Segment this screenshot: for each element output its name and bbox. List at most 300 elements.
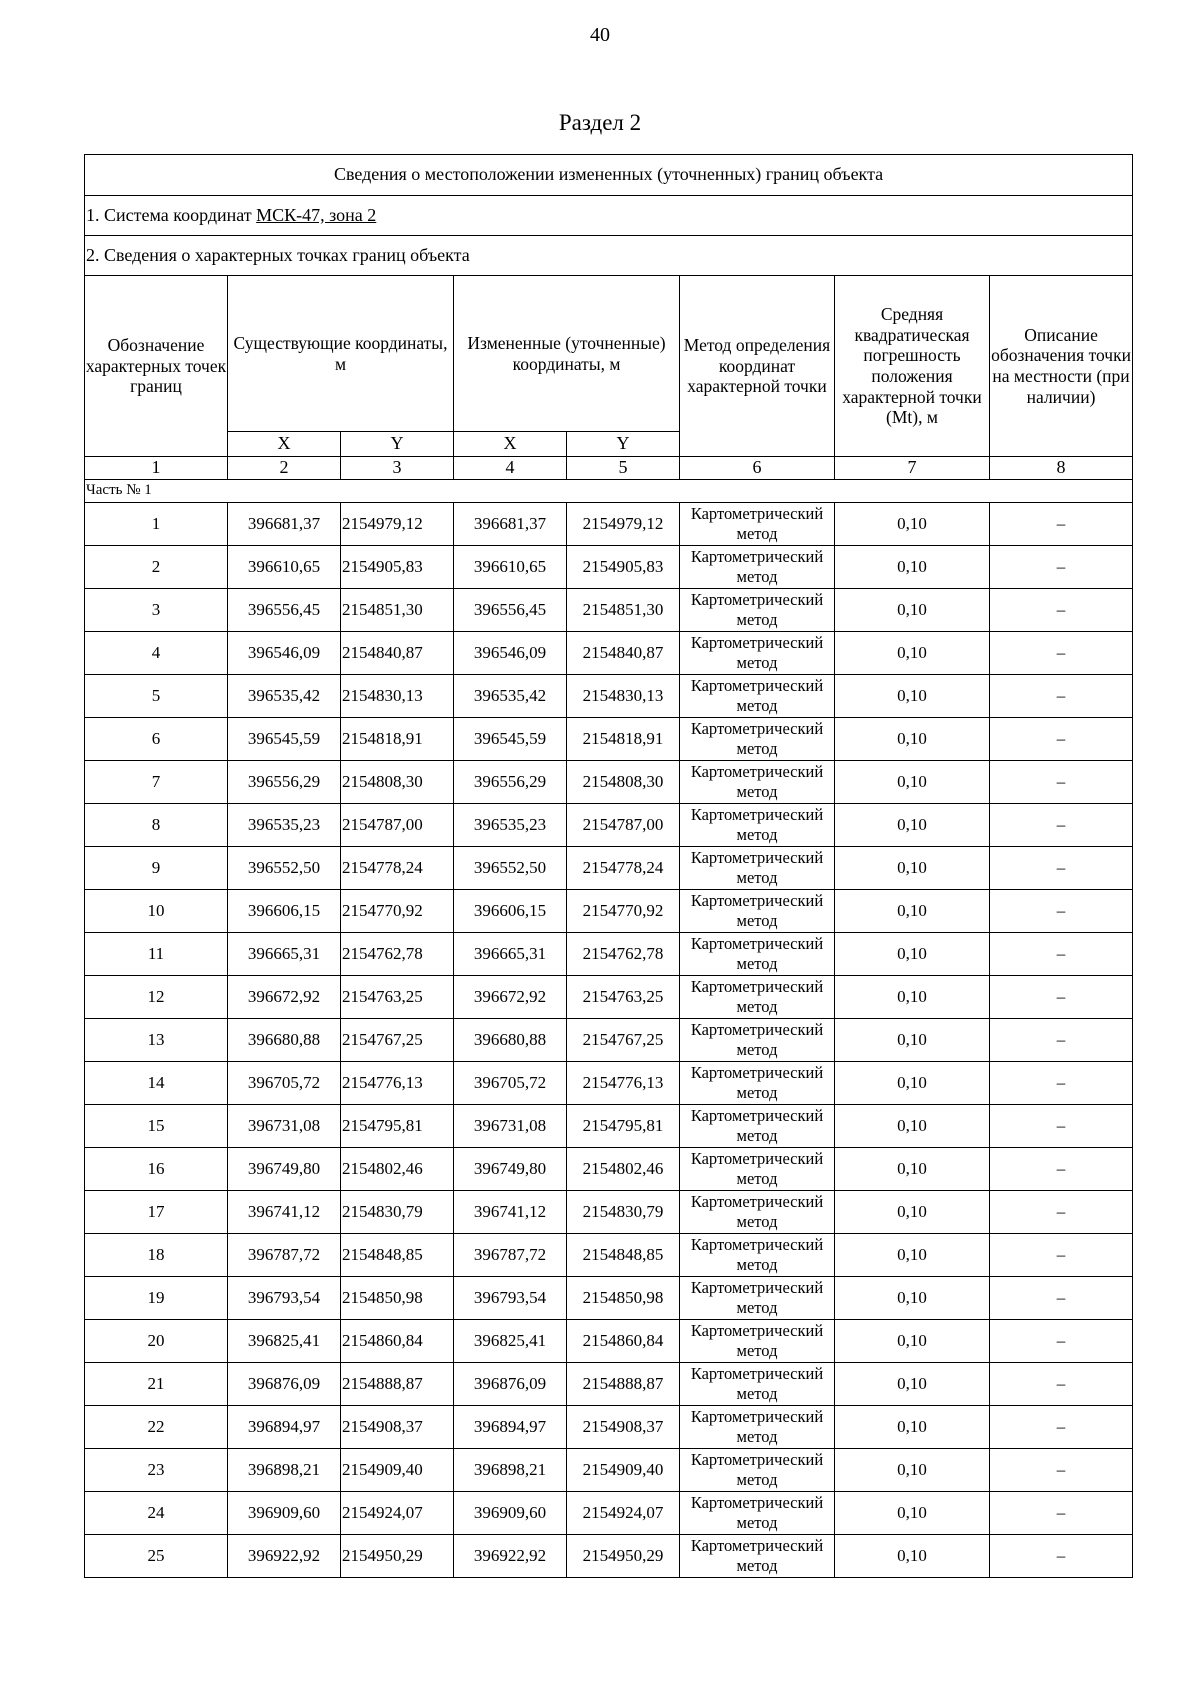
- method-line-1: Картометрический: [690, 633, 824, 653]
- method-cell: [680, 1191, 835, 1234]
- error-cell: 0,10: [835, 1535, 990, 1578]
- method-line-1: Картометрический: [690, 1450, 824, 1470]
- header-point: Обозначение характерных точек границ: [85, 276, 228, 457]
- method-line-2: метод: [736, 997, 778, 1016]
- error-cell: 0,10: [835, 1406, 990, 1449]
- header-changed: Измененные (уточненные) координаты, м: [454, 276, 680, 432]
- existing-x-cell: 396535,42: [228, 675, 341, 718]
- header-description: Описание обозначения точки на местности (при наличии): [990, 276, 1133, 457]
- method-cell: [680, 804, 835, 847]
- changed-y-cell: 2154787,00: [567, 804, 680, 847]
- table-row: [85, 1535, 1133, 1578]
- error-cell: 0,10: [835, 503, 990, 546]
- existing-x-cell: 396535,23: [228, 804, 341, 847]
- existing-y-cell: 2154830,79: [341, 1191, 454, 1234]
- method-line-2: метод: [736, 653, 778, 672]
- point-number-cell: 10: [85, 890, 228, 933]
- point-number-cell: 17: [85, 1191, 228, 1234]
- changed-y-cell: 2154818,91: [567, 718, 680, 761]
- existing-x-cell: 396922,92: [228, 1535, 341, 1578]
- method-line-2: метод: [736, 1513, 778, 1532]
- description-cell: –: [990, 1148, 1133, 1191]
- method-line-1: Картометрический: [690, 762, 824, 782]
- point-number-cell: 11: [85, 933, 228, 976]
- changed-x-cell: 396556,29: [454, 761, 567, 804]
- existing-x-cell: 396793,54: [228, 1277, 341, 1320]
- existing-y-cell: 2154848,85: [341, 1234, 454, 1277]
- existing-y-cell: 2154767,25: [341, 1019, 454, 1062]
- method-cell: [680, 632, 835, 675]
- changed-y-cell: 2154770,92: [567, 890, 680, 933]
- point-number-cell: 21: [85, 1363, 228, 1406]
- table-row: [85, 1406, 1133, 1449]
- changed-y-cell: 2154762,78: [567, 933, 680, 976]
- header-error: Средняя квадратическая погрешность положения характерной точки (Мt), м: [835, 276, 990, 457]
- description-cell: –: [990, 890, 1133, 933]
- existing-x-cell: 396894,97: [228, 1406, 341, 1449]
- changed-y-cell: 2154778,24: [567, 847, 680, 890]
- existing-y-cell: 2154795,81: [341, 1105, 454, 1148]
- changed-x-cell: 396793,54: [454, 1277, 567, 1320]
- table-row: [85, 1234, 1133, 1277]
- changed-x-cell: 396665,31: [454, 933, 567, 976]
- table-row: [85, 1191, 1133, 1234]
- changed-x-cell: 396731,08: [454, 1105, 567, 1148]
- changed-x-cell: 396680,88: [454, 1019, 567, 1062]
- existing-y-cell: 2154776,13: [341, 1062, 454, 1105]
- existing-x-cell: 396610,65: [228, 546, 341, 589]
- existing-x-cell: 396909,60: [228, 1492, 341, 1535]
- changed-y-cell: 2154979,12: [567, 503, 680, 546]
- changed-y-cell: 2154851,30: [567, 589, 680, 632]
- changed-x-cell: 396552,50: [454, 847, 567, 890]
- method-cell: [680, 1234, 835, 1277]
- method-line-1: Картометрический: [690, 1149, 824, 1169]
- description-cell: –: [990, 804, 1133, 847]
- column-number: 2: [228, 457, 341, 480]
- error-cell: 0,10: [835, 632, 990, 675]
- method-line-1: Картометрический: [690, 590, 824, 610]
- existing-x-cell: 396681,37: [228, 503, 341, 546]
- error-cell: 0,10: [835, 1449, 990, 1492]
- table-caption: Сведения о местоположении измененных (уточненных) границ объекта: [85, 155, 1133, 196]
- point-number-cell: 8: [85, 804, 228, 847]
- changed-x-cell: 396749,80: [454, 1148, 567, 1191]
- error-cell: 0,10: [835, 1148, 990, 1191]
- method-cell: [680, 933, 835, 976]
- changed-x-cell: 396672,92: [454, 976, 567, 1019]
- table-row: [85, 675, 1133, 718]
- method-cell: [680, 1148, 835, 1191]
- changed-y-cell: 2154808,30: [567, 761, 680, 804]
- method-line-2: метод: [736, 524, 778, 543]
- point-number-cell: 9: [85, 847, 228, 890]
- description-cell: –: [990, 1406, 1133, 1449]
- existing-x-cell: 396665,31: [228, 933, 341, 976]
- method-cell: [680, 1062, 835, 1105]
- description-cell: –: [990, 1234, 1133, 1277]
- coord-system-row: [85, 196, 1133, 236]
- method-line-2: метод: [736, 1298, 778, 1317]
- method-line-1: Картометрический: [690, 1020, 824, 1040]
- part-label: Часть № 1: [85, 480, 1133, 503]
- column-number: 7: [835, 457, 990, 480]
- point-number-cell: 23: [85, 1449, 228, 1492]
- coord-system-value: МСК-47, зона 2: [256, 204, 377, 225]
- page-number: 40: [590, 24, 610, 46]
- section-title: Раздел 2: [558, 110, 642, 135]
- point-number-cell: 1: [85, 503, 228, 546]
- description-cell: –: [990, 933, 1133, 976]
- existing-x-cell: 396680,88: [228, 1019, 341, 1062]
- error-cell: 0,10: [835, 1105, 990, 1148]
- description-cell: –: [990, 632, 1133, 675]
- changed-x-cell: 396535,42: [454, 675, 567, 718]
- column-number: 4: [454, 457, 567, 480]
- changed-y-cell: 2154830,79: [567, 1191, 680, 1234]
- changed-x-cell: 396610,65: [454, 546, 567, 589]
- point-number-cell: 18: [85, 1234, 228, 1277]
- method-cell: [680, 1105, 835, 1148]
- table-row: [85, 1449, 1133, 1492]
- description-cell: –: [990, 1363, 1133, 1406]
- method-line-1: Картометрический: [690, 1063, 824, 1083]
- method-line-2: метод: [736, 954, 778, 973]
- header-existing-x: X: [228, 432, 341, 457]
- table-row: [85, 1062, 1133, 1105]
- existing-x-cell: 396825,41: [228, 1320, 341, 1363]
- point-number-cell: 12: [85, 976, 228, 1019]
- existing-y-cell: 2154979,12: [341, 503, 454, 546]
- existing-x-cell: 396606,15: [228, 890, 341, 933]
- changed-y-cell: 2154840,87: [567, 632, 680, 675]
- point-number-cell: 5: [85, 675, 228, 718]
- method-line-2: метод: [736, 1040, 778, 1059]
- method-cell: [680, 976, 835, 1019]
- existing-y-cell: 2154908,37: [341, 1406, 454, 1449]
- method-line-2: метод: [736, 739, 778, 758]
- existing-x-cell: 396898,21: [228, 1449, 341, 1492]
- method-line-2: метод: [736, 1212, 778, 1231]
- method-line-2: метод: [736, 1341, 778, 1360]
- error-cell: 0,10: [835, 1234, 990, 1277]
- point-number-cell: 4: [85, 632, 228, 675]
- existing-y-cell: 2154770,92: [341, 890, 454, 933]
- changed-x-cell: 396705,72: [454, 1062, 567, 1105]
- existing-y-cell: 2154778,24: [341, 847, 454, 890]
- method-line-2: метод: [736, 610, 778, 629]
- changed-y-cell: 2154909,40: [567, 1449, 680, 1492]
- description-cell: –: [990, 718, 1133, 761]
- existing-x-cell: 396731,08: [228, 1105, 341, 1148]
- method-cell: [680, 847, 835, 890]
- coord-system-label: 1. Система координат: [86, 204, 257, 225]
- table-row: [85, 718, 1133, 761]
- error-cell: 0,10: [835, 1019, 990, 1062]
- point-number-cell: 2: [85, 546, 228, 589]
- existing-y-cell: 2154860,84: [341, 1320, 454, 1363]
- column-number: 6: [680, 457, 835, 480]
- table-row: [85, 1277, 1133, 1320]
- table-row: [85, 1320, 1133, 1363]
- table-row: [85, 933, 1133, 976]
- method-line-1: Картометрический: [690, 1493, 824, 1513]
- method-line-1: Картометрический: [690, 1235, 824, 1255]
- existing-y-cell: 2154888,87: [341, 1363, 454, 1406]
- coordinates-table: [84, 154, 1133, 1578]
- method-line-2: метод: [736, 1126, 778, 1145]
- table-row: [85, 804, 1133, 847]
- method-cell: [680, 1363, 835, 1406]
- column-number: 8: [990, 457, 1133, 480]
- table-row: [85, 761, 1133, 804]
- existing-y-cell: 2154850,98: [341, 1277, 454, 1320]
- changed-x-cell: 396546,09: [454, 632, 567, 675]
- changed-x-cell: 396876,09: [454, 1363, 567, 1406]
- changed-x-cell: 396545,59: [454, 718, 567, 761]
- method-cell: [680, 675, 835, 718]
- changed-x-cell: 396535,23: [454, 804, 567, 847]
- description-cell: –: [990, 1019, 1133, 1062]
- changed-y-cell: 2154802,46: [567, 1148, 680, 1191]
- changed-x-cell: 396898,21: [454, 1449, 567, 1492]
- column-number: 1: [85, 457, 228, 480]
- method-cell: [680, 718, 835, 761]
- table-row: [85, 589, 1133, 632]
- error-cell: 0,10: [835, 1492, 990, 1535]
- existing-x-cell: 396545,59: [228, 718, 341, 761]
- changed-y-cell: 2154767,25: [567, 1019, 680, 1062]
- method-line-1: Картометрический: [690, 848, 824, 868]
- point-number-cell: 6: [85, 718, 228, 761]
- method-cell: [680, 546, 835, 589]
- method-line-1: Картометрический: [690, 504, 824, 524]
- method-line-1: Картометрический: [690, 1536, 824, 1556]
- changed-y-cell: 2154908,37: [567, 1406, 680, 1449]
- description-cell: –: [990, 546, 1133, 589]
- changed-x-cell: 396894,97: [454, 1406, 567, 1449]
- method-cell: [680, 1406, 835, 1449]
- changed-x-cell: 396825,41: [454, 1320, 567, 1363]
- table-row: [85, 503, 1133, 546]
- changed-y-cell: 2154848,85: [567, 1234, 680, 1277]
- changed-x-cell: 396741,12: [454, 1191, 567, 1234]
- error-cell: 0,10: [835, 933, 990, 976]
- method-cell: [680, 1535, 835, 1578]
- changed-y-cell: 2154795,81: [567, 1105, 680, 1148]
- existing-x-cell: 396672,92: [228, 976, 341, 1019]
- changed-x-cell: 396909,60: [454, 1492, 567, 1535]
- method-cell: [680, 1320, 835, 1363]
- existing-x-cell: 396552,50: [228, 847, 341, 890]
- point-number-cell: 7: [85, 761, 228, 804]
- changed-y-cell: 2154776,13: [567, 1062, 680, 1105]
- method-cell: [680, 1019, 835, 1062]
- table-row: [85, 890, 1133, 933]
- error-cell: 0,10: [835, 847, 990, 890]
- changed-x-cell: 396681,37: [454, 503, 567, 546]
- existing-y-cell: 2154924,07: [341, 1492, 454, 1535]
- existing-y-cell: 2154808,30: [341, 761, 454, 804]
- changed-y-cell: 2154763,25: [567, 976, 680, 1019]
- existing-y-cell: 2154840,87: [341, 632, 454, 675]
- method-line-1: Картометрический: [690, 719, 824, 739]
- changed-y-cell: 2154888,87: [567, 1363, 680, 1406]
- table-row: [85, 976, 1133, 1019]
- method-line-1: Картометрический: [690, 805, 824, 825]
- description-cell: –: [990, 1492, 1133, 1535]
- description-cell: –: [990, 1320, 1133, 1363]
- method-line-1: Картометрический: [690, 1192, 824, 1212]
- method-line-2: метод: [736, 1169, 778, 1188]
- column-number: 3: [341, 457, 454, 480]
- method-line-2: метод: [736, 1556, 778, 1575]
- existing-y-cell: 2154787,00: [341, 804, 454, 847]
- point-number-cell: 19: [85, 1277, 228, 1320]
- description-cell: –: [990, 1105, 1133, 1148]
- method-cell: [680, 890, 835, 933]
- description-cell: –: [990, 1449, 1133, 1492]
- existing-x-cell: 396556,29: [228, 761, 341, 804]
- table-row: [85, 1363, 1133, 1406]
- error-cell: 0,10: [835, 675, 990, 718]
- method-line-1: Картометрический: [690, 1407, 824, 1427]
- method-line-1: Картометрический: [690, 1364, 824, 1384]
- error-cell: 0,10: [835, 804, 990, 847]
- error-cell: 0,10: [835, 1191, 990, 1234]
- header-changed-y: Y: [567, 432, 680, 457]
- description-cell: –: [990, 1062, 1133, 1105]
- existing-x-cell: 396876,09: [228, 1363, 341, 1406]
- description-cell: –: [990, 503, 1133, 546]
- method-line-1: Картометрический: [690, 676, 824, 696]
- changed-x-cell: 396606,15: [454, 890, 567, 933]
- description-cell: –: [990, 1191, 1133, 1234]
- changed-x-cell: 396787,72: [454, 1234, 567, 1277]
- point-number-cell: 24: [85, 1492, 228, 1535]
- method-line-2: метод: [736, 868, 778, 887]
- description-cell: –: [990, 1277, 1133, 1320]
- method-line-1: Картометрический: [690, 891, 824, 911]
- header-existing-y: Y: [341, 432, 454, 457]
- method-cell: [680, 761, 835, 804]
- error-cell: 0,10: [835, 1062, 990, 1105]
- method-line-2: метод: [736, 1083, 778, 1102]
- method-line-2: метод: [736, 696, 778, 715]
- method-line-1: Картометрический: [690, 547, 824, 567]
- existing-y-cell: 2154830,13: [341, 675, 454, 718]
- method-line-2: метод: [736, 782, 778, 801]
- changed-y-cell: 2154924,07: [567, 1492, 680, 1535]
- description-cell: –: [990, 976, 1133, 1019]
- error-cell: 0,10: [835, 1320, 990, 1363]
- existing-y-cell: 2154762,78: [341, 933, 454, 976]
- header-changed-x: X: [454, 432, 567, 457]
- method-line-2: метод: [736, 825, 778, 844]
- error-cell: 0,10: [835, 890, 990, 933]
- error-cell: 0,10: [835, 718, 990, 761]
- existing-y-cell: 2154802,46: [341, 1148, 454, 1191]
- changed-y-cell: 2154950,29: [567, 1535, 680, 1578]
- header-method: Метод определения координат характерной точки: [680, 276, 835, 457]
- method-line-1: Картометрический: [690, 1321, 824, 1341]
- method-line-1: Картометрический: [690, 977, 824, 997]
- error-cell: 0,10: [835, 546, 990, 589]
- error-cell: 0,10: [835, 1363, 990, 1406]
- point-number-cell: 20: [85, 1320, 228, 1363]
- existing-x-cell: 396546,09: [228, 632, 341, 675]
- changed-y-cell: 2154860,84: [567, 1320, 680, 1363]
- table-row: [85, 1105, 1133, 1148]
- changed-y-cell: 2154905,83: [567, 546, 680, 589]
- description-cell: –: [990, 589, 1133, 632]
- table-row: [85, 632, 1133, 675]
- changed-x-cell: 396922,92: [454, 1535, 567, 1578]
- method-line-2: метод: [736, 1470, 778, 1489]
- table-row: [85, 1492, 1133, 1535]
- error-cell: 0,10: [835, 976, 990, 1019]
- changed-y-cell: 2154850,98: [567, 1277, 680, 1320]
- table-row: [85, 847, 1133, 890]
- method-line-1: Картометрический: [690, 1106, 824, 1126]
- point-number-cell: 14: [85, 1062, 228, 1105]
- table-row: [85, 1148, 1133, 1191]
- table-row: [85, 1019, 1133, 1062]
- point-number-cell: 3: [85, 589, 228, 632]
- existing-y-cell: 2154950,29: [341, 1535, 454, 1578]
- method-cell: [680, 503, 835, 546]
- error-cell: 0,10: [835, 1277, 990, 1320]
- method-cell: [680, 1449, 835, 1492]
- method-line-2: метод: [736, 911, 778, 930]
- method-line-2: метод: [736, 1255, 778, 1274]
- description-cell: –: [990, 1535, 1133, 1578]
- point-number-cell: 25: [85, 1535, 228, 1578]
- changed-x-cell: 396556,45: [454, 589, 567, 632]
- error-cell: 0,10: [835, 761, 990, 804]
- method-cell: [680, 1492, 835, 1535]
- description-cell: –: [990, 761, 1133, 804]
- existing-y-cell: 2154909,40: [341, 1449, 454, 1492]
- description-cell: –: [990, 847, 1133, 890]
- method-cell: [680, 589, 835, 632]
- method-line-2: метод: [736, 1427, 778, 1446]
- existing-x-cell: 396705,72: [228, 1062, 341, 1105]
- method-line-1: Картометрический: [690, 934, 824, 954]
- error-cell: 0,10: [835, 589, 990, 632]
- method-line-1: Картометрический: [690, 1278, 824, 1298]
- method-cell: [680, 1277, 835, 1320]
- table-row: [85, 546, 1133, 589]
- method-line-2: метод: [736, 567, 778, 586]
- point-number-cell: 16: [85, 1148, 228, 1191]
- existing-y-cell: 2154851,30: [341, 589, 454, 632]
- column-number: 5: [567, 457, 680, 480]
- existing-x-cell: 396749,80: [228, 1148, 341, 1191]
- point-number-cell: 15: [85, 1105, 228, 1148]
- point-number-cell: 22: [85, 1406, 228, 1449]
- description-cell: –: [990, 675, 1133, 718]
- existing-x-cell: 396556,45: [228, 589, 341, 632]
- existing-x-cell: 396741,12: [228, 1191, 341, 1234]
- existing-y-cell: 2154905,83: [341, 546, 454, 589]
- points-info-row: 2. Сведения о характерных точках границ объекта: [85, 236, 1133, 276]
- existing-y-cell: 2154763,25: [341, 976, 454, 1019]
- header-existing: Существующие координаты, м: [228, 276, 454, 432]
- existing-x-cell: 396787,72: [228, 1234, 341, 1277]
- point-number-cell: 13: [85, 1019, 228, 1062]
- existing-y-cell: 2154818,91: [341, 718, 454, 761]
